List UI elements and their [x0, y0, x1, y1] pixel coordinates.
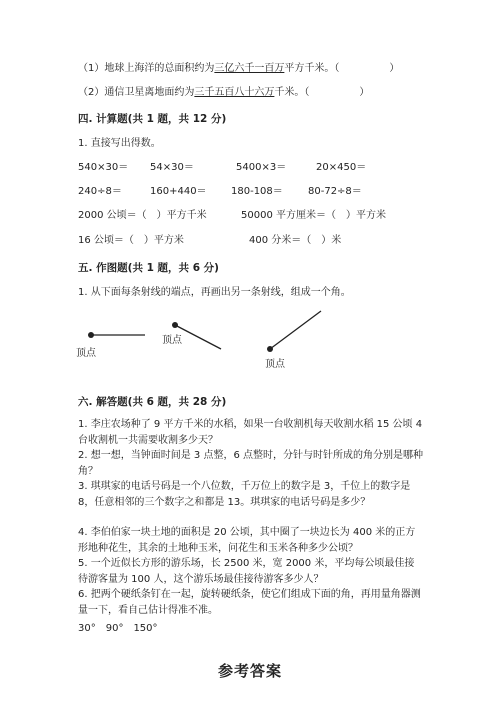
calc-item: 180-108＝: [231, 186, 283, 197]
section-6-question: 1. 李庄农场种了 9 平方千米的水稻，如果一台收割机每天收割水稻 15 公顷 4 台收割机一共需要收割多少天？: [78, 419, 423, 446]
calc-item: 80-72÷8＝: [308, 186, 362, 197]
ray-3-endpoint: [267, 346, 273, 352]
section-6-heading: 六. 解答题(共 6 题，共 28 分): [78, 396, 227, 408]
section-6-question: 3. 琪琪家的电话号码是一个八位数，千万位上的数字是 3，千位上的数字是 8，任意相邻的三个数字之和都是 13。琪琪家的电话号码是多少？: [78, 481, 411, 508]
fill-question-2-answer: 三千五百八十六万: [194, 87, 275, 98]
calc-item: 54×30＝: [150, 162, 194, 173]
calc-item: 2000 公顷＝（ ）平方千米: [78, 210, 207, 221]
ray-3: [270, 311, 321, 349]
calc-item: 20×450＝: [316, 162, 367, 173]
section-5-question-1: 1. 从下面每条射线的端点，再画出另一条射线，组成一个角。: [78, 287, 351, 298]
calc-item: 50000 平方厘米＝（ ）平方米: [241, 210, 386, 221]
ray-1-endpoint: [88, 332, 94, 338]
calc-item: 240÷8＝: [78, 186, 122, 197]
ray-2-endpoint: [172, 322, 178, 328]
fill-question-1-prefix: （1）地球上海洋的总面积约为: [78, 63, 215, 74]
calc-item: 400 分米＝（ ）米: [249, 235, 342, 246]
calc-item: 160+440＝: [150, 186, 207, 197]
vertex-label: 顶点: [162, 335, 182, 346]
section-4-heading: 四. 计算题(共 1 题，共 12 分): [78, 113, 227, 125]
calc-item: 540×30＝: [78, 162, 129, 173]
fill-question-2-suffix: 千米。（ ）: [274, 87, 370, 98]
fill-question-2-prefix: （2）通信卫星离地面约为: [78, 87, 195, 98]
section-4-question-1: 1. 直接写出得数。: [78, 138, 161, 149]
section-5-heading: 五. 作图题(共 1 题，共 6 分): [78, 262, 219, 274]
section-6-question: 4. 李伯伯家一块土地的面积是 20 公顷，其中圈了一块边长为 400 米的正方形地种花生，其余的土地种玉米，问花生和玉米各种多少公顷？: [78, 527, 416, 554]
section-6-question: 5. 一个近似长方形的游乐场，长 2500 米，宽 2000 米，平均每公顷最佳接待游客量为 100 人，这个游乐场最佳接待游客多少人？: [78, 558, 415, 585]
section-6-question: 6. 把两个硬纸条钉在一起，旋转硬纸条，使它们组成下面的角，再用量角器测量一下，看自己估计得准不准。: [78, 589, 421, 616]
answer-key-title: 参考答案: [217, 662, 282, 680]
fill-question-1-answer: 三亿六千一百万: [214, 63, 285, 74]
vertex-label: 顶点: [76, 348, 96, 359]
vertex-label: 顶点: [265, 359, 285, 370]
fill-question-1-suffix: 平方千米。（ ）: [284, 63, 400, 74]
calc-item: 16 公顷＝（ ）平方米: [78, 235, 184, 246]
calc-item: 5400×3＝: [236, 162, 287, 173]
angle-values: 30° 90° 150°: [78, 623, 158, 634]
section-6-question: 2. 想一想，当钟面时间是 3 点整，6 点整时，分针与时针所成的角分别是哪种角？: [78, 450, 423, 477]
